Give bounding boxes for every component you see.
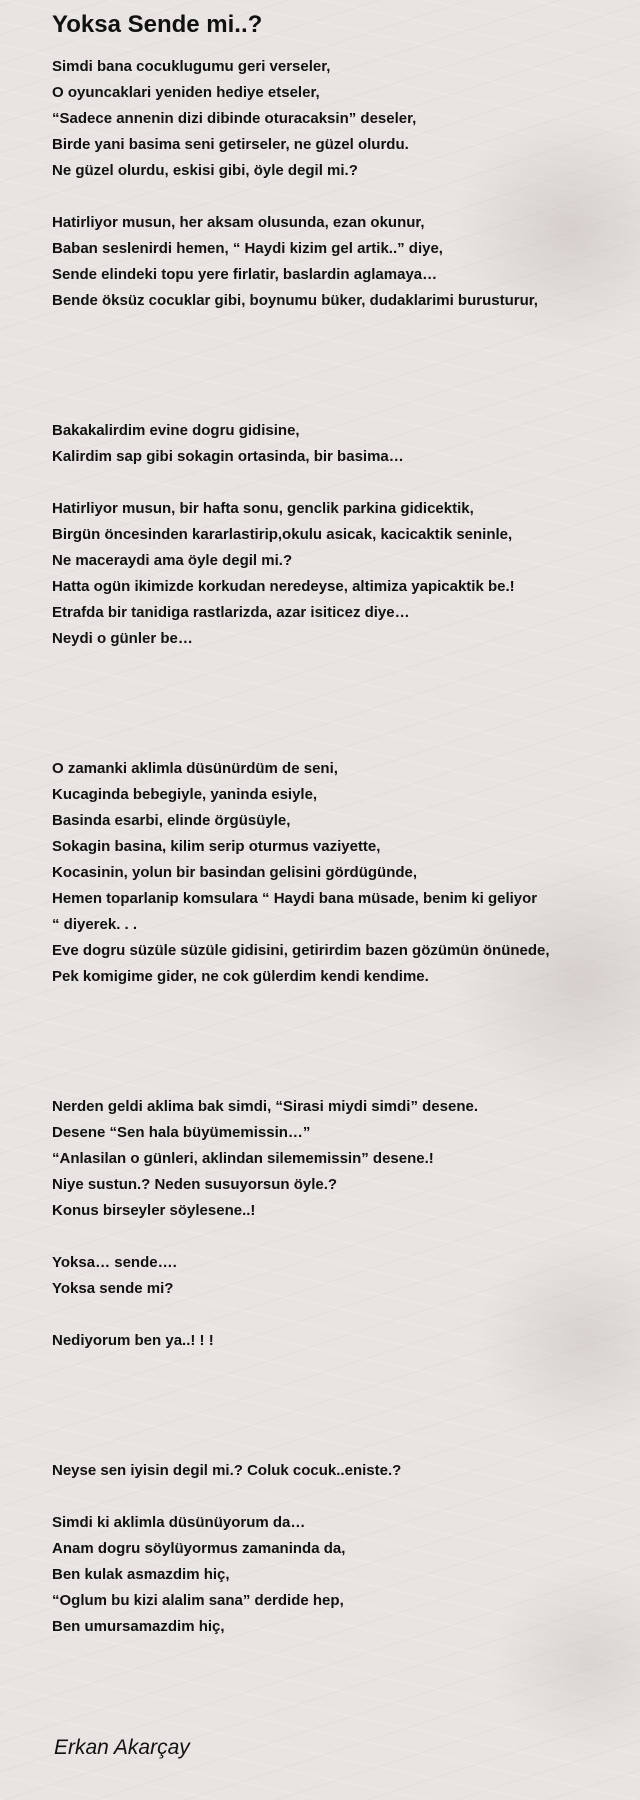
section-gap [52, 990, 612, 1094]
poem-line: Neyse sen iyisin degil mi.? Coluk cocuk..eniste.? [52, 1462, 402, 1479]
poem-line: Neydi o günler be… [52, 630, 193, 647]
poem-page [52, 10, 612, 1640]
poem-line: O zamanki aklimla düsünürdüm de seni, [52, 760, 338, 777]
stanza [52, 1510, 612, 1640]
poem-line: Yoksa sende mi? [52, 1280, 174, 1297]
poem-line: Baban seslenirdi hemen, “ Haydi kizim gel artik..” diye, [52, 240, 443, 257]
poem-line: Konus birseyler söylesene..! [52, 1202, 256, 1219]
stanza [52, 54, 612, 184]
poem-line: Niye sustun.? Neden susuyorsun öyle.? [52, 1176, 338, 1193]
stanza [52, 1458, 612, 1484]
section-gap [52, 314, 612, 418]
poem-line: Kalirdim sap gibi sokagin ortasinda, bir basima… [52, 448, 404, 465]
poem-line: Etrafda bir tanidiga rastlarizda, azar isiticez diye… [52, 604, 410, 621]
poem-author: Erkan Akarçay [54, 1736, 190, 1759]
poem-line: Basinda esarbi, elinde örgüsüyle, [52, 812, 291, 829]
poem-line: Nerden geldi aklima bak simdi, “Sirasi miydi simdi” desene. [52, 1098, 478, 1115]
poem-line: Ne güzel olurdu, eskisi gibi, öyle degil mi.? [52, 162, 358, 179]
poem-line: Ben umursamazdim hiç, [52, 1618, 225, 1635]
section-gap [52, 1354, 612, 1458]
poem-line: Pek komigime gider, ne cok gülerdim kendi kendime. [52, 968, 429, 985]
poem-line: “Oglum bu kizi alalim sana” derdide hep, [52, 1592, 344, 1609]
poem-line: Ben kulak asmazdim hiç, [52, 1566, 230, 1583]
poem-line: “Sadece annenin dizi dibinde oturacaksin” deseler, [52, 110, 417, 127]
poem-line: Bende öksüz cocuklar gibi, boynumu büker, dudaklarimi burusturur, [52, 292, 538, 309]
stanza-gap [52, 1224, 612, 1250]
poem-line: Birgün öncesinden kararlastirip,okulu asicak, kacicaktik seninle, [52, 526, 513, 543]
stanza-gap [52, 470, 612, 496]
poem-line: “Anlasilan o günleri, aklindan silememissin” desene.! [52, 1150, 434, 1167]
poem-line: Simdi bana cocuklugumu geri verseler, [52, 58, 331, 75]
poem-line: Bakakalirdim evine dogru gidisine, [52, 422, 300, 439]
poem-line: Desene “Sen hala büyümemissin…” [52, 1124, 311, 1141]
stanza-gap [52, 184, 612, 210]
stanza [52, 1094, 612, 1224]
section-gap [52, 652, 612, 756]
poem-title: Yoksa Sende mi..? [52, 11, 263, 38]
stanza-gap [52, 1302, 612, 1328]
poem-line: “ diyerek. . . [52, 916, 138, 933]
poem-line: O oyuncaklari yeniden hediye etseler, [52, 84, 320, 101]
poem-line: Nediyorum ben ya..! ! ! [52, 1332, 214, 1349]
poem-line: Simdi ki aklimla düsünüyorum da… [52, 1514, 306, 1531]
poem-line: Ne maceraydi ama öyle degil mi.? [52, 552, 293, 569]
stanza [52, 1328, 612, 1354]
stanza [52, 1250, 612, 1302]
stanza [52, 418, 612, 470]
poem-line: Kucaginda bebegiyle, yaninda esiyle, [52, 786, 318, 803]
poem-line: Anam dogru söylüyormus zamaninda da, [52, 1540, 346, 1557]
poem-line: Sokagin basina, kilim serip oturmus vaziyette, [52, 838, 381, 855]
poem-line: Hatirliyor musun, bir hafta sonu, genclik parkina gidicektik, [52, 500, 474, 517]
stanza [52, 756, 612, 990]
poem-line: Hatirliyor musun, her aksam olusunda, ezan okunur, [52, 214, 425, 231]
poem-line: Birde yani basima seni getirseler, ne güzel olurdu. [52, 136, 409, 153]
stanza [52, 210, 612, 314]
poem-line: Kocasinin, yolun bir basindan gelisini gördügünde, [52, 864, 418, 881]
poem-line: Hatta ogün ikimizde korkudan neredeyse, altimiza yapicaktik be.! [52, 578, 515, 595]
poem-line: Eve dogru süzüle süzüle gidisini, getirirdim bazen gözümün önünede, [52, 942, 550, 959]
poem-line: Yoksa… sende…. [52, 1254, 177, 1271]
poem-line: Hemen toparlanip komsulara “ Haydi bana müsade, benim ki geliyor [52, 890, 538, 907]
stanza [52, 496, 612, 652]
stanza-gap [52, 1484, 612, 1510]
poem-line: Sende elindeki topu yere firlatir, baslardin aglamaya… [52, 266, 438, 283]
